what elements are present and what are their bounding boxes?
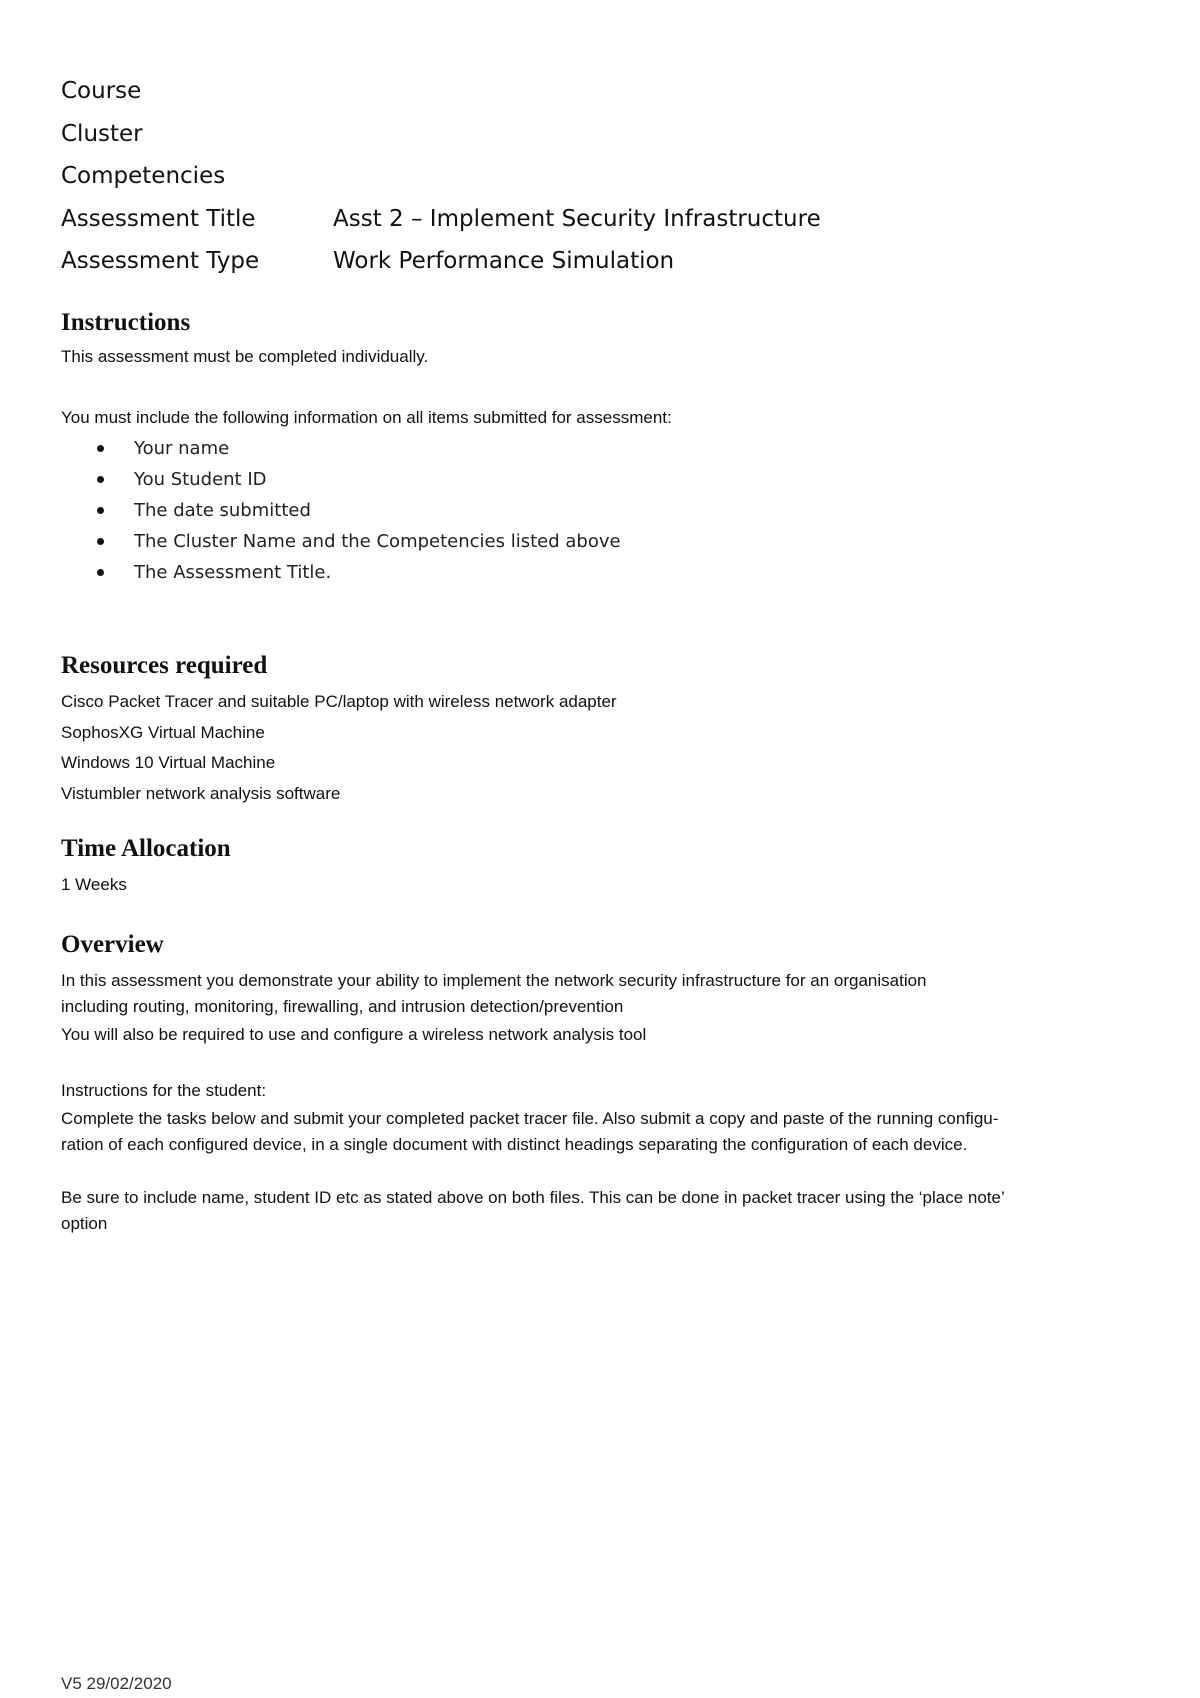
competencies-label: Competencies xyxy=(61,163,226,190)
list-item xyxy=(61,526,1140,557)
assessment-title-value: Asst 2 – Implement Security Infrastructure xyxy=(333,205,821,232)
overview-line: In this assessment you demonstrate your ability to implement the network security infrastructure for an organisation xyxy=(61,971,927,990)
instructions-include-line: You must include the following information on all items submitted for assessment: xyxy=(61,408,672,427)
course-label: Course xyxy=(61,78,142,105)
student-instructions-paragraph xyxy=(61,1106,1140,1158)
instructions-section xyxy=(61,308,1140,588)
overview-section xyxy=(61,930,1140,1237)
list-item-text: The Assessment Title. xyxy=(134,562,332,583)
bullet-icon xyxy=(97,538,104,545)
time-allocation-value: 1 Weeks xyxy=(61,875,127,894)
list-item-text: Your name xyxy=(134,438,230,459)
list-item xyxy=(61,464,1140,495)
student-instructions-heading: Instructions for the student: xyxy=(61,1081,267,1100)
header-row-cluster xyxy=(61,113,821,156)
time-allocation-heading: Time Allocation xyxy=(61,835,231,862)
assessment-type-label: Assessment Type xyxy=(61,248,260,275)
assessment-header-table xyxy=(61,70,821,283)
instructions-heading: Instructions xyxy=(61,309,191,336)
list-item-text: You Student ID xyxy=(134,469,267,490)
resource-item: Windows 10 Virtual Machine xyxy=(61,753,276,772)
bullet-icon xyxy=(97,569,104,576)
submission-note-line: Be sure to include name, student ID etc as stated above on both files. This can be done in packet tracer using the ‘place note’ xyxy=(61,1188,1005,1207)
resources-heading: Resources required xyxy=(61,652,268,679)
header-row-assessment-type xyxy=(61,240,821,283)
student-instructions-line: ration of each configured device, in a single document with distinct headings separating the configuration of each device. xyxy=(61,1135,968,1154)
list-item xyxy=(61,433,1140,464)
version-footer: V5 29/02/2020 xyxy=(61,1674,172,1693)
list-item xyxy=(61,557,1140,588)
list-item-text: The date submitted xyxy=(134,500,311,521)
submission-note-paragraph xyxy=(61,1185,1140,1237)
overview-paragraph xyxy=(61,968,1140,1048)
bullet-icon xyxy=(97,445,104,452)
header-row-assessment-title xyxy=(61,198,821,241)
overview-heading: Overview xyxy=(61,931,164,958)
list-item xyxy=(61,495,1140,526)
submission-note-line: option xyxy=(61,1214,108,1233)
assessment-title-label: Assessment Title xyxy=(61,205,256,232)
resource-item: Cisco Packet Tracer and suitable PC/laptop with wireless network adapter xyxy=(61,692,617,711)
header-row-course xyxy=(61,70,821,113)
overview-line: including routing, monitoring, firewalling, and intrusion detection/prevention xyxy=(61,997,624,1016)
bullet-icon xyxy=(97,476,104,483)
required-info-list xyxy=(61,433,1140,588)
time-allocation-section xyxy=(61,834,1140,898)
resources-section xyxy=(61,651,1140,809)
resource-item: SophosXG Virtual Machine xyxy=(61,722,265,742)
resource-item: Vistumbler network analysis software xyxy=(61,783,341,803)
instructions-individual-line: This assessment must be completed individually. xyxy=(61,347,429,366)
assessment-type-value: Work Performance Simulation xyxy=(333,248,675,275)
student-instructions-line: Complete the tasks below and submit your completed packet tracer file. Also submit a copy and paste of the running configu- xyxy=(61,1109,999,1128)
overview-line: You will also be required to use and configure a wireless network analysis tool xyxy=(61,1025,647,1044)
list-item-text: The Cluster Name and the Competencies listed above xyxy=(134,531,621,552)
bullet-icon xyxy=(97,507,104,514)
resources-list xyxy=(61,687,1140,809)
header-row-competencies xyxy=(61,155,821,198)
cluster-label: Cluster xyxy=(61,120,143,147)
